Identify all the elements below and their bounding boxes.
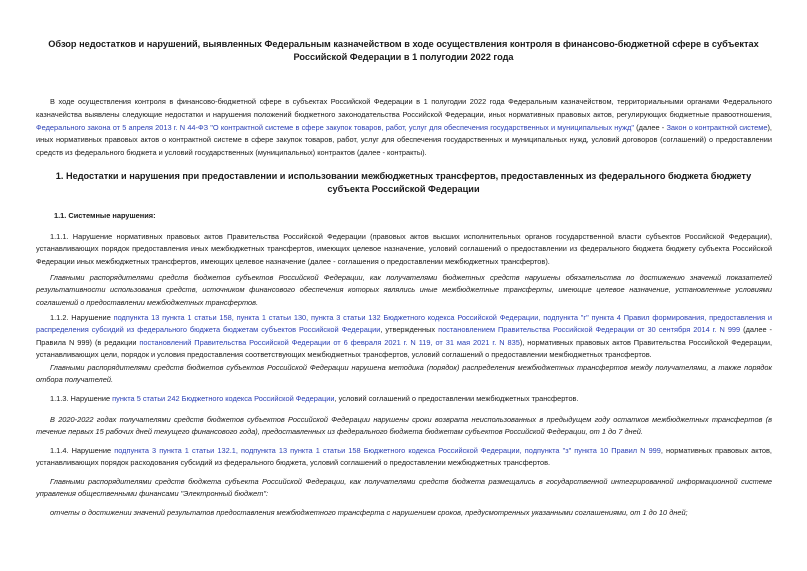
p114-text-1: 1.1.4. Нарушение [50,446,115,455]
section-1-title: 1. Недостатки и нарушения при предоставлении и использовании межбюджетных трансфертов, предоставленных из федерального бюджета бюджету субъекта Российской Федерации [55,171,752,194]
italic-paragraph-1: Главными распорядителями средств бюджетов субъектов Российской Федерации, как получателями бюджетных средств нарушены обязательства по достижению значений показателей результативности использования средств, источником финансового обеспечения которых являлись иные межбюджетные трансферты, имеющие целевое назначение, установленные условиями соглашений о предоставлении межбюджетных трансфертов. [36,273,772,307]
italic-paragraph-3: В 2020-2022 годах получателями средств бюджетов субъектов Российской Федерации нарушены сроки возврата неиспользованных в предыдущем году остатков межбюджетных трансфертов (в течение первых 15 рабочих дней текущего финансового года), предоставленных из федерального бюджета бюджетам субъектов Российской Федерации, от 1 до 7 дней. [36,415,772,437]
link-budget-code-242[interactable]: пункта 5 статьи 242 Бюджетного кодекса Российской Федерации [112,394,335,403]
paragraph-1-1-1: 1.1.1. Нарушение нормативных правовых актов Правительства Российской Федерации (правовых актов высших исполнительных органов государственной власти субъектов Российской Федерации), устанавливающих порядок предоставления иных межбюджетных трансфертов, имеющих целевое назначение, условий соглашений о предоставлении из федерального бюджета бюджету субъекта Российской Федерации иных межбюджетных трансфертов, имеющих целевое назначение (далее - соглашения о предоставлении межбюджетных трансфертов). [36,232,772,266]
p112-text-3: (далее - Правила N 999) (в редакции [36,325,772,347]
subsection-1-1-title: 1.1. Системные нарушения: [54,211,156,220]
intro-text-2: (далее - [633,122,667,132]
p112-text-2: , утвержденных [380,325,439,335]
italic-paragraph-4: Главными распорядителями средств бюджета субъекта Российской Федерации, как получателями средств бюджета размещались в государственной интегрированной информационной системе управления общественными финансами "Электронный бюджет": [36,477,772,499]
link-contract-system-law[interactable]: Закон о контрактной системе [666,122,768,132]
p113-text-2: , условий соглашений о предоставлении межбюджетных трансфертов. [334,394,579,403]
p113-text-1: 1.1.3. Нарушение [50,394,113,403]
link-resolutions-119-835[interactable]: постановлений Правительства Российской Федерации от 6 февраля 2021 г. N 119, от 31 мая 2021 г. N 835 [139,337,520,347]
paragraph-1-1-2 [36,312,772,362]
link-resolution-999[interactable]: постановлением Правительства Российской Федерации от 30 сентября 2014 г. N 999 [438,325,741,335]
p114-text-2: , нормативных правовых актов, устанавливающих порядок расходования субсидий из федерального бюджета, условий соглашений о предоставлении межбюджетных трансфертов. [36,446,772,468]
link-federal-law-44fz[interactable]: Федерального закона от 5 апреля 2013 г. N 44-ФЗ "О контрактной системе в сфере закупок товаров, работ, услуг для обеспечения государственных и муниципальных нужд" [36,122,634,132]
document-title: Обзор недостатков и нарушений, выявленных Федеральным казначейством в ходе осуществления контроля в финансово-бюджетной сфере в субъектах Российской Федерации в 1 полугодии 2022 года [48,39,759,62]
intro-paragraph [36,96,772,160]
link-budget-code-132-1[interactable]: подпункта 3 пункта 1 статьи 132.1, подпункта 13 пункта 1 статьи 158 Бюджетного кодекса Российской Федерации, подпункта "з" пункта 10 Правил N 999 [114,446,661,455]
p112-text-4: ), нормативных правовых актов Правительства Российской Федерации, устанавливающих цели, порядок и условия предоставления соответствующих межбюджетных трансфертов, условий соглашений о предоставлении межбюджетных трансфертов. [36,337,773,360]
paragraph-1-1-4 [36,445,772,470]
intro-text-1: В ходе осуществления контроля в финансово-бюджетной сфере в субъектах Российской Федерации в 1 полугодии 2022 года Федеральным казначейством, территориальными органами Федерального казначейства выявлены следующие недостатки и нарушения положений бюджетного законодательства Российской Федерации, иных нормативных правовых актов, регулирующих бюджетные правоотношения, [36,97,772,119]
intro-text-3: ), иных нормативных правовых актов о контрактной системе в сфере закупок товаров, работ, услуг для обеспечения государственных и муниципальных нужд, условий договоров (соглашений) о предоставлении средств из федерального бюджета и условий государственных (муниципальных) контрактов (далее - контракты). [36,122,772,158]
p112-text-1: 1.1.2. Нарушение [50,313,114,322]
paragraph-1-1-3 [36,393,772,405]
italic-paragraph-5: отчеты о достижении значений результатов предоставления межбюджетного трансферта с нарушением сроков, предусмотренных указанными соглашениями, от 1 до 10 дней; [50,508,688,517]
link-budget-code-articles[interactable]: подпункта 13 пункта 1 статьи 158, пункта 1 статьи 130, пункта 3 статьи 132 Бюджетного кодекса Российской Федерации, подпункта "г" пункта 4 Правил формирования, предоставления и распределения субсидий из федерального бюджета бюджетам субъектов Российской Федерации [36,313,772,335]
italic-paragraph-2: Главными распорядителями средств бюджетов субъектов Российской Федерации нарушена методика (порядок) распределения межбюджетных трансфертов между получателями, а также порядок отбора получателей. [36,363,772,385]
